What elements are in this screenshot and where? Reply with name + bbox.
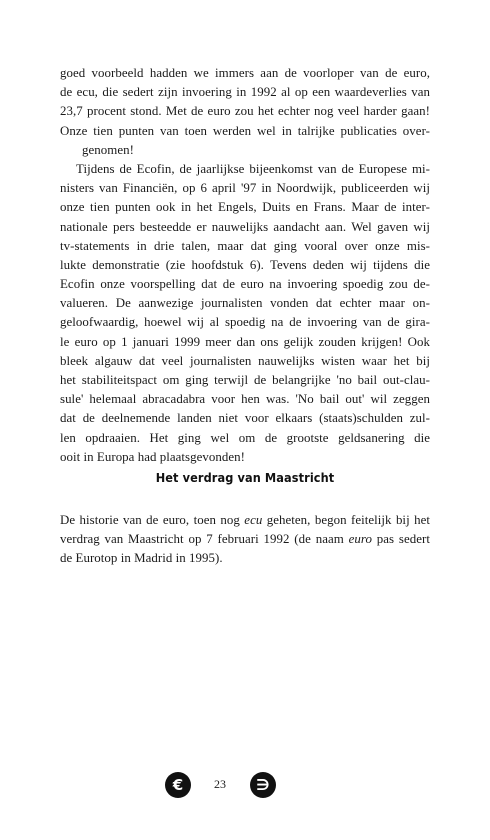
text-line: 23,7 procent stond. Met de euro zou het echter nog veel harder gaan! [60,104,430,119]
text-span: geheten, begon feitelijk bij het [266,513,430,527]
page-footer [0,772,490,800]
text-line: de ecu, die sedert zijn invoering in 1992 al op een waardeverlies van [60,85,430,100]
text-span: De historie van de euro, toen nog [60,513,240,527]
page-number: 23 [214,777,226,791]
text-line: nationale pers besteedde er nauwelijks aandacht aan. Wel gaven wij [60,219,430,234]
text-line: lukte demonstratie (zie hoofdstuk 6). Tevens deden wij tijdens die [60,257,430,272]
text-line [60,530,430,549]
text-line: de Eurotop in Madrid in 1995). [60,551,223,566]
reversed-euro-icon: ∋ [250,772,276,798]
euro-icon: € [165,772,191,798]
text-line: nisters van Financiën, op 6 april '97 in Noordwijk, publiceerden wij [60,181,430,196]
text-line: valueren. De aanwezige journalisten vonden dat echter maar on- [60,296,430,311]
emphasis-text: ecu [244,513,263,527]
text-line: bleek algauw dat veel journalisten nauwelijks wisten waar het bij [60,353,430,368]
text-span: pas sedert [376,532,430,547]
text-line: tv-statements in drie talen, maar dat ging vooral over onze mis- [60,238,430,253]
text-line: het stabiliteitspact om ging terwijl de belangrijke 'no bail out-clau- [60,373,430,387]
text-line: ooit in Europa had plaatsgevonden! [60,449,245,464]
text-line: Tijdens de Ecofin, de jaarlijkse bijeenkomst van de Europese mi- [76,161,430,176]
text-line: dat de deelnemende landen niet voor elkaars (staats)schulden zul- [60,411,430,426]
emphasis-text: euro [348,532,372,547]
text-line: genomen! [82,142,134,157]
text-line [60,511,430,530]
body-text-top [60,64,430,467]
text-line: goed voorbeeld hadden we immers aan de voorloper van de euro, [60,66,430,80]
text-line: len opdraaien. Het ging wel om de grootste geldsanering die [60,430,430,445]
section-heading: Het verdrag van Maastricht [155,470,335,485]
text-line: sule' helemaal abracadabra voor hen was. 'No bail out' wil zeggen [60,392,430,407]
text-line: onze tien punten ook in het Engels, Duits en Frans. Maar de inter- [60,200,430,215]
text-line: Onze tien punten van toen werden wel in talrijke publicaties over- [60,123,430,138]
text-line: Ecofin onze voorspelling dat de euro na invoering spoedig zou de- [60,277,430,292]
body-text-bottom [60,511,430,569]
text-line: geloofwaardig, hoewel wij al spoedig na de invoering van de gira- [60,315,430,330]
text-line: le euro op 1 januari 1999 meer dan ons gelijk zouden krijgen! Ook [60,334,430,349]
text-span: verdrag van Maastricht op 7 februari 1992 (de naam [60,532,344,547]
